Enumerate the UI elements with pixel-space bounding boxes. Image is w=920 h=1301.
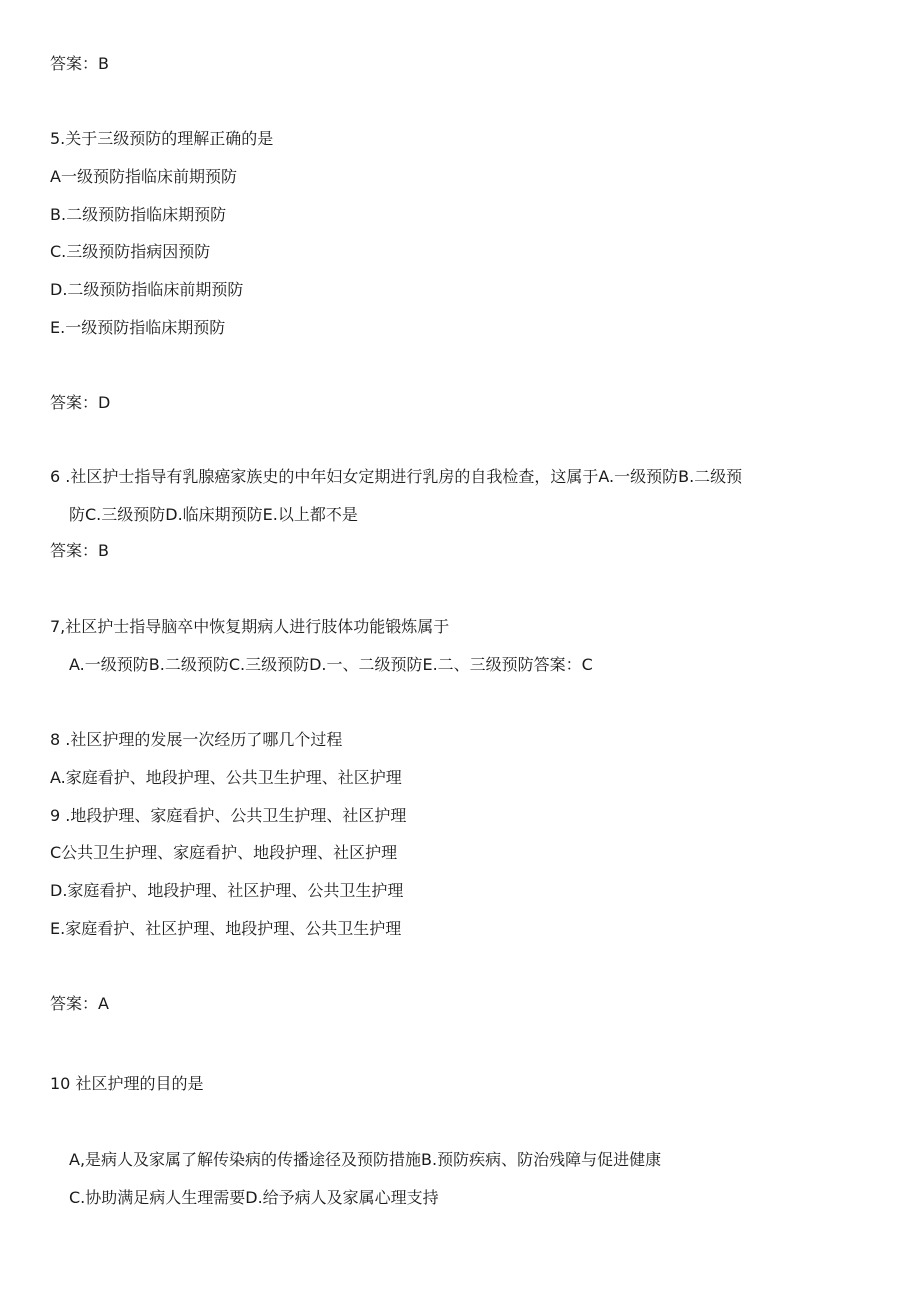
question-5-option-b: B.二级预防指临床期预防	[50, 205, 227, 224]
answer-q6: 答案：B	[50, 541, 109, 560]
question-10-options-line2: C.协助满足病人生理需要D.给予病人及家属心理支持	[69, 1188, 439, 1207]
question-5-option-d: D.二级预防指临床前期预防	[50, 280, 244, 299]
question-8-option-b: 9 .地段护理、家庭看护、公共卫生护理、社区护理	[50, 806, 407, 825]
answer-q8: 答案：A	[50, 994, 109, 1013]
question-5-option-e: E.一级预防指临床期预防	[50, 318, 226, 337]
question-8-option-a: A.家庭看护、地段护理、公共卫生护理、社区护理	[50, 768, 402, 787]
answer-q4: 答案：B	[50, 54, 109, 73]
question-5-option-c: C.三级预防指病因预防	[50, 242, 211, 261]
question-8-option-e: E.家庭看护、社区护理、地段护理、公共卫生护理	[50, 919, 402, 938]
question-8-option-c: C公共卫生护理、家庭看护、地段护理、社区护理	[50, 843, 398, 862]
answer-q5: 答案：D	[50, 393, 111, 412]
question-8-stem: 8 .社区护理的发展一次经历了哪几个过程	[50, 730, 343, 749]
question-7-stem: 7,社区护士指导脑卒中恢复期病人进行肢体功能锻炼属于	[50, 617, 450, 636]
question-8-option-d: D.家庭看护、地段护理、社区护理、公共卫生护理	[50, 881, 404, 900]
question-5-option-a: A一级预防指临床前期预防	[50, 167, 237, 186]
question-10-options-line1: A,是病人及家属了解传染病的传播途径及预防措施B.预防疾病、防治残障与促进健康	[69, 1150, 662, 1169]
question-10-stem: 10 社区护理的目的是	[50, 1074, 204, 1093]
question-6-stem-line2: 防C.三级预防D.临床期预防E.以上都不是	[69, 505, 358, 524]
question-6-stem-line1: 6 .社区护士指导有乳腺癌家族史的中年妇女定期进行乳房的自我检查，这属于A.一级预防B.二级预	[50, 467, 743, 486]
question-7-options-answer: A.一级预防B.二级预防C.三级预防D.一、二级预防E.二、三级预防答案：C	[69, 655, 593, 674]
question-5-stem: 5.关于三级预防的理解正确的是	[50, 129, 274, 148]
